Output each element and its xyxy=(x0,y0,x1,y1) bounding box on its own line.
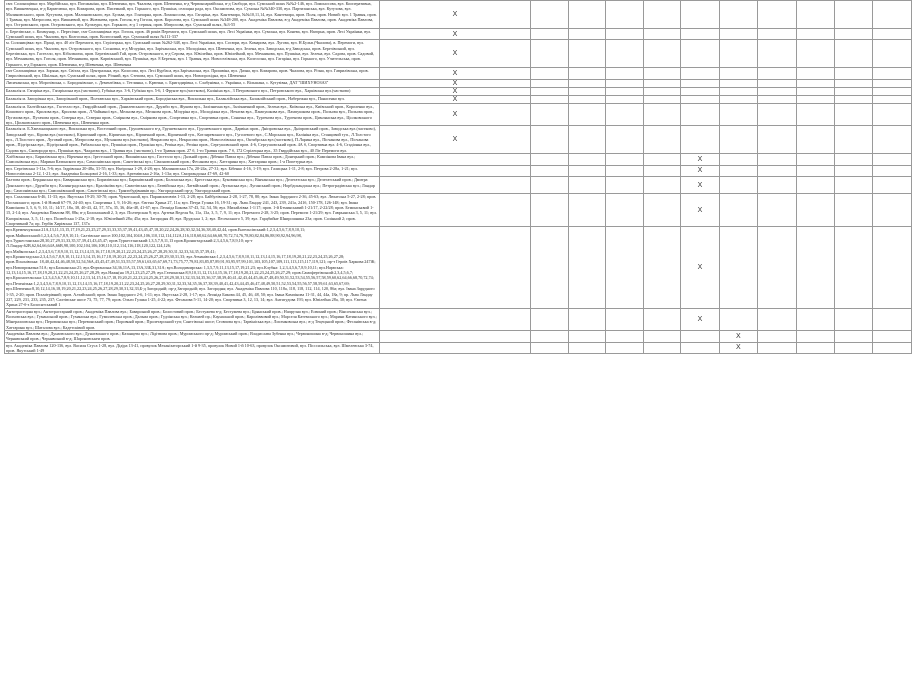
empty-cell xyxy=(796,330,834,342)
empty-cell xyxy=(568,342,605,354)
address-cell: Лисичанська, вул. Морозівська, с. Бородонівське, с. Дементіївка, с. Тетлинка, с. Крючки, с. Бригадирівка, с. Слабунівка, с. Українка, с. Вільшана, с. Кутузівка, ДАТ "ШИХУНОЗАЗ" xyxy=(5,79,380,87)
address-cell: Балтова пров.; Бердянська вул.; Баварьянська вул.; Бирилівська вул.; Баринівський пров.; Болонська вул.; Брестська вул.; Буковинська вул.; Вінчанська вул.; Делегатська вул.; Делегатський пров.; Дмитра Донського вул.; Дружби вул.; Калинградська вул.; Кралікоїва вул.; Самотівська вул.; Латвійська вул.; Латвійський пров.; Луганська вул.; Луганський пров.; Норбдскандська вул.; Петроградівська вул.; Ландар пр.; Самсонівська вул.; Самсонівський пров.; Сантгівські вул.; Трактобудівників пр.; Ужгородський пр-д; Ужгородський пров. xyxy=(5,177,380,194)
empty-cell xyxy=(681,79,719,87)
empty-cell xyxy=(568,95,605,103)
empty-cell xyxy=(643,165,680,177)
empty-cell xyxy=(606,68,643,80)
empty-cell xyxy=(606,103,643,125)
empty-cell xyxy=(873,177,912,194)
table-row xyxy=(5,1,912,29)
empty-cell xyxy=(643,103,680,125)
empty-cell xyxy=(606,153,643,165)
empty-cell xyxy=(758,68,796,80)
empty-cell xyxy=(531,28,568,40)
mark-cell: X xyxy=(379,103,531,125)
empty-cell xyxy=(379,194,531,227)
mark-cell: X xyxy=(719,342,757,354)
schedule-table xyxy=(4,0,912,354)
empty-cell xyxy=(606,95,643,103)
mark-cell: X xyxy=(379,95,531,103)
empty-cell xyxy=(719,165,757,177)
empty-cell xyxy=(568,79,605,87)
empty-cell xyxy=(606,227,643,308)
empty-cell xyxy=(758,126,796,154)
empty-cell xyxy=(873,95,912,103)
empty-cell xyxy=(758,227,796,308)
empty-cell xyxy=(758,330,796,342)
mark-cell: X xyxy=(681,227,719,308)
empty-cell xyxy=(758,79,796,87)
mark-cell: X xyxy=(379,1,531,29)
empty-cell xyxy=(531,87,568,95)
empty-cell xyxy=(568,177,605,194)
empty-cell xyxy=(873,342,912,354)
empty-cell xyxy=(606,342,643,354)
empty-cell xyxy=(568,68,605,80)
empty-cell xyxy=(606,40,643,68)
empty-cell xyxy=(834,308,872,330)
empty-cell xyxy=(681,28,719,40)
empty-cell xyxy=(531,308,568,330)
empty-cell xyxy=(873,87,912,95)
empty-cell xyxy=(643,227,680,308)
address-cell: вул. Сергієвська 1-11а, 5-6; вул. Іздрівська 20-48а, 31-55; вул. Нагірська 1-29, 4-28; вул. Малиновська 17а, 20-24а, 27-31; вул. Бібенко 4-16, 1-19; вул. Галицька 1-11, 2-8; вул. Петрова 2-28а, 1-21; вул. Новоселівська 2-12, 1-21; вул. Академіка Больцової 2-16, 1-33; вул. Артемівська 2-16а, 1-13а; вул. Сморгандська 47-69, 42-60 xyxy=(5,165,380,177)
address-cell: Балаклія м. Запорізька вул., Запорізький пров., Полтавська вул., Харківський пров., Бородінська вул., Вокзальна вул., Балаклійська вул., Балаклійський пров., Набережна вул., Панасенко вул. xyxy=(5,95,380,103)
empty-cell xyxy=(531,95,568,103)
empty-cell xyxy=(568,40,605,68)
empty-cell xyxy=(834,194,872,227)
table-row xyxy=(5,165,912,177)
empty-cell xyxy=(606,79,643,87)
empty-cell xyxy=(834,87,872,95)
empty-cell xyxy=(758,87,796,95)
empty-cell xyxy=(719,227,757,308)
empty-cell xyxy=(873,126,912,154)
mark-cell: X xyxy=(379,87,531,95)
empty-cell xyxy=(719,28,757,40)
empty-cell xyxy=(796,103,834,125)
empty-cell xyxy=(681,87,719,95)
empty-cell xyxy=(796,79,834,87)
empty-cell xyxy=(643,1,680,29)
mark-cell: X xyxy=(681,194,719,227)
empty-cell xyxy=(531,126,568,154)
mark-cell: X xyxy=(681,177,719,194)
empty-cell xyxy=(568,330,605,342)
empty-cell xyxy=(758,308,796,330)
empty-cell xyxy=(834,103,872,125)
empty-cell xyxy=(873,165,912,177)
empty-cell xyxy=(796,40,834,68)
address-cell: смт. Солоницівка: вул. Марбійська, вул. Погожаніна, вул. Шевченка, вул. Чкалова, пров. Шевченка, в-д Червоноармійська, в-д Свободи, вул. Сумський шлях №№2-146, вул. Ломоносова, вул. Кооперативна, вул. Вишневецька, в-д Кармелюка, вул. Комарова, пров. Писемний, вул. Горького, вул. Пушкіна, селищна рада, вул. Оксамитова, вул. Сумська №№340-330, вул. Партизанська, вул. Кутузова, вул. Малиновського, пров. Кутузова, пров. Малиновського, вул. Бульва, вул. Гончарна, пров. Ломоносова, вул. Гагаріна, вул. Кантемира, №№10,11,14, вул. Кантемира, пров. Поля, пров. Новий: вул. 1 Травня, пров. 1 Травня, вул. Матросова, вул. Вишневий, вул. Жовтнева, пров. Гоголя, в-д Гоголя, пров. Королєва, вул. Сумський шлях №348-200, вул. Академіка Павлова, в-д Академіка Павлова, пров. Академіка Павлова, вул. Островського, пров. Островського, вул. Культури, вул. Горького, в-д 1 серпня, пров. Матросова, вул. Сумський шлях, №3-55 xyxy=(5,1,380,29)
empty-cell xyxy=(796,177,834,194)
empty-cell xyxy=(834,330,872,342)
empty-cell xyxy=(873,153,912,165)
empty-cell xyxy=(796,194,834,227)
empty-cell xyxy=(379,330,531,342)
empty-cell xyxy=(873,40,912,68)
empty-cell xyxy=(531,330,568,342)
address-cell: Балаклія м. Б.Хмельницького вул., Вокзальна вул., Восточний пров., Грушевського в-д, Грушевського вул., Грушевського пров., Дарвіна пров., Дніпровська вул., Дніпровський пров., Заводська вул.(частково), Заводський туп., Кірова вул.(частково), Кірпичний пров., Кірпична вул., Кірпичний пров., Кірпичний туп., Котляревського вул., Гуголевого вул., С.Морськая вул., Калініна вул., Станцовий туп., Л.Толстого вул., Л.Толстого пров., Луговий пров., Матросова вул., Муханова вул.(частково), Некрасова вул., Некрасова пров., Новоселівська вул., Октябрська вул.(частково), П.Ларина вул., Пісчанова вул., Пісчанова пров., Підгірська вул., Підгірський пров., Рибальська вул., Пушкіна пров., Пушкіна вул., Репіна вул., Репіна пров., Сергушовський пров. 4-6, Сергушовський пров. 4А б, Спортивна вул. 4-6, Стадіонна вул., Садова вул., Сковороди вул., Пушкіна вул., Чаадаєва вул., 1 Травня вул. (частково), 1-го Травня пров. 27 б, 1-го Травня пров. 7 б, 172 Стрілецька вул., 35 Гвардійська вул., 40 Літ Перемоги вул. xyxy=(5,126,380,154)
empty-cell xyxy=(568,87,605,95)
empty-cell xyxy=(643,68,680,80)
empty-cell xyxy=(834,40,872,68)
empty-cell xyxy=(719,126,757,154)
empty-cell xyxy=(758,103,796,125)
empty-cell xyxy=(834,95,872,103)
empty-cell xyxy=(606,87,643,95)
schedule-table-body xyxy=(5,1,912,354)
empty-cell xyxy=(643,40,680,68)
table-row xyxy=(5,40,912,68)
empty-cell xyxy=(643,126,680,154)
table-row xyxy=(5,103,912,125)
empty-cell xyxy=(531,177,568,194)
empty-cell xyxy=(873,194,912,227)
empty-cell xyxy=(796,1,834,29)
empty-cell xyxy=(643,95,680,103)
empty-cell xyxy=(681,103,719,125)
address-cell: Балаклія м. Балтійська вул., Гастелло вул., Гвардійський пров., Данилевського вул., Дружби вул., Жукова вул., Залізнична вул., Залізничний пров., Зелена вул., Київська вул., Київський пров., Короленко вул., Кошового пров., Крилова вул., Крилова пров., Л.Чайкиної вул., Мелнова вул., Мелнова пров., Мічуріна вул., Молодіжна вул., Нечаєва вул., Пампушкова вул., Пампушкова пров., Польова вул., Польова пров., Пугачова вул., Пугачова пров., Сєверна вул., Сєверна пров., Смірнова вул., Смірнова пров., Спортивна вул., Спортивна пров., Сонячна вул., Тургенєва вул., Тургенєва пров., Цимлянська вул., Ціолковського вул., Ціолковського пров., Шевченка вул., Шевченка пров. xyxy=(5,103,380,125)
table-row xyxy=(5,79,912,87)
empty-cell xyxy=(834,1,872,29)
table-row xyxy=(5,342,912,354)
empty-cell xyxy=(873,103,912,125)
empty-cell xyxy=(834,126,872,154)
address-cell: с. Березівське, с. Коммунар, с. Пересічне, смт Солоницівка: вул. Гоголя, пров. 46 років Перемоги, вул. Сумський шлях, вул. Лесі Українки, вул. Сумська, вул. Конева, вул. Нагорна, пров. Лесі Українки, вул. Сумський шлях, вул. Чкалова, вул. Колгоспна, пров. Колгоспний, вул. Сумський шлях №111-337 xyxy=(5,28,380,40)
table-row xyxy=(5,126,912,154)
empty-cell xyxy=(643,28,680,40)
empty-cell xyxy=(643,153,680,165)
table-row xyxy=(5,68,912,80)
empty-cell xyxy=(531,153,568,165)
empty-cell xyxy=(796,308,834,330)
empty-cell xyxy=(568,308,605,330)
mark-cell: X xyxy=(379,28,531,40)
empty-cell xyxy=(379,342,531,354)
empty-cell xyxy=(681,330,719,342)
mark-cell: X xyxy=(681,308,719,330)
address-cell: Хлібівська вул.; Бирилівська вул.; Вірченка вул.; Ірестський пров.; Вишнівська вул.; Гастелло вул.; Дальній пров.; Дібенко Павла вул.; Дібенко Павла пров.; Донецький пров.; Кампінова Івана вул.; Самсонівська вул.; Марини Кaтинского вул.; Самсонівська пров.; Сантгівські вул.; Сімоновський пров.; Фесанова вул.; Хаттарина вул.; Хаттарина пров.; 1-а Попетурна вул. xyxy=(5,153,380,165)
empty-cell xyxy=(719,68,757,80)
mark-cell: X xyxy=(681,153,719,165)
empty-cell xyxy=(834,153,872,165)
empty-cell xyxy=(531,342,568,354)
mark-cell: X xyxy=(681,165,719,177)
empty-cell xyxy=(758,28,796,40)
mark-cell: X xyxy=(719,330,757,342)
empty-cell xyxy=(531,227,568,308)
empty-cell xyxy=(606,1,643,29)
address-cell: м. Солоницівка: вул. Праці, вул. 40 літ Перемоги, вул. Стрілецька, вул. Сумський шлях №262-348, вул. Лесі Українки, вул. Сосюри, вул. Комарова, вул. Лугова, вул. Н.Бульв.(Чкалова), в. Перемоги, вул. Сумський шлях, вул. Чкалова, вул. Островського, вул. Сосновка, в-д Мічуріна, вул. Зарічанська, вул. Молодіжна, вул. Шевченка, вул. Зелена, вул. Заводська, в-д Заводська, пров. Березівський, вул. Березівська, вул. Гастелло, вул. Кібальчича, пров. Березівський Гай, пров. Островського, в-д Серова, вул. Ювілейна, пров. Ювілейний, вул. Мечникова, вул. Пушкіна, вул. Зелена, вул. Садова, пров. Садовий, вул. Мечникова, вул. Гоголя, пров. Мечникова, пров. Карпівський, вул. Пушкіна, вул. 8 Березня, вул. 1 Травня, вул. Новоселівська, вул. Колгоспна, вул. Гагаріна, вул. Горького, вул. Учительська, пров. Горького, в-д Горького, пров. Шевченка, в-д Шевченка, вул. Шевченка xyxy=(5,40,380,68)
empty-cell xyxy=(643,177,680,194)
empty-cell xyxy=(379,227,531,308)
empty-cell xyxy=(606,126,643,154)
empty-cell xyxy=(719,79,757,87)
table-row xyxy=(5,87,912,95)
empty-cell xyxy=(834,28,872,40)
empty-cell xyxy=(568,165,605,177)
empty-cell xyxy=(719,95,757,103)
empty-cell xyxy=(758,95,796,103)
empty-cell xyxy=(758,165,796,177)
empty-cell xyxy=(568,1,605,29)
empty-cell xyxy=(796,342,834,354)
empty-cell xyxy=(531,79,568,87)
address-cell: Академіка Павлова вул.; Дунаєвського вул.; Дунаєвського пров.; Казанцева вул.; Лідітвова пров.; Муромського пр-д; Муромський пров.; Владислава Зубенка вул.; Червоношина в-д; Червоношина вул.; Чернявський пров.; Чернявський в-д; Шароновськеи пров. xyxy=(5,330,380,342)
table-row xyxy=(5,153,912,165)
mark-cell: X xyxy=(379,68,531,80)
empty-cell xyxy=(719,194,757,227)
empty-cell xyxy=(643,342,680,354)
table-row xyxy=(5,194,912,227)
empty-cell xyxy=(873,28,912,40)
empty-cell xyxy=(719,177,757,194)
address-cell: Антотрасторна вул.; Антотрастарний пров.; Академіка Павлова вул.; Баварський пров.; Болостовий пров.; Бестужева в-д; Бестужева вул.; Брянський пров.; Напрузна вул.; Есвиний пров.; Вінсочанська вул.; Волховська вул.; Гуманський пров.; Гуманська вул.; Гумилевська пров.; Дальма пров.; Гудзінська вул.; Кельвей пр.; Каунаський пров.; Кароліввовий вул.; Марселя Катемського вул.; Марини Катинського вул.; Мінералоовська вул.; Перовонська вул.; Перевонський пров.; Поровняй пров.; Пролетарський туп; Сантгівські шосе; Стовпова вул.; Тарвініська вул.; Лисенковська вул.; в-д Тецецький пров.; Фесанівська в-д; Хаттарина вул.; Шаталова вул.; Кадетсківий пров. xyxy=(5,308,380,330)
empty-cell xyxy=(681,68,719,80)
empty-cell xyxy=(606,28,643,40)
empty-cell xyxy=(681,95,719,103)
empty-cell xyxy=(719,153,757,165)
empty-cell xyxy=(796,227,834,308)
address-cell: вул.Кременчукська:21А,13,11,13,15,17,19,21,23,25,27,29,31,33,35,37,39,41,43,45,47,18,20,22,24,26,28,30,32,34,36,38,40,42,44, пров.Енгельсівський:1,2,3,4,5,6,7,8,9,10,11; пров.Майкопський:1,2,3,4,5,6,7,8,9,10,11; Салтівське шосе:100,102,104,104А,106,110,112,114,112А,116,118,60,62,64,66,68,70,72,74,76,78,80,82,84,86,88,90,92,94,96,98, вул.Туркестанська:28,30,27,29,31,33,35,37,39,41,43,45,47; пров.Туркестанський:1,3,5,7,9,11,13 пров.Кронштадський:2,3,4,5,6,7,8,9,10; пр-т Л.Ландау:62В,62,64,66,64А,66В,98,100,102,104,106,108,110,112,114,116,118,120,122,124,126; вул.Майкопська:1,2,3,4,5,6,7,8,9,10,11,12,13,14,15,16,17,18,19,20,21,22,23,24,25,26,27,28,29,30,31,32,33,34,35,37,39,41; вул.Кронштадська:2,3,4,5,6,7,8,9,10,11,12,13,14,15,16,17,18,19,20,21,22,23,24,25,26,27,28,29,30,31,33; вул.Атманівська:1,2,3,4,5,6,7,8,9,10,11,12,13,14,15,16,17,18,19,20,21,22,23,24,25,26,27,28; пров.Псьонівська: 18,40,42,44,46,48,50,52,54,56А,43,45,47,49,51,53,55,57,59,61,63,65,67,69,71,73,75,77,79,81,83,85,87,89,91,93,95,97,99,101,103,105,107,109,111,113,115,117,119,121; пр-т Героїв Харкова:247Ж; вул.Новоприкатна:51А; вул.Балканська:21; вул.Фортанська:34,36,11А,13,13А,33Б,31,31А; вул.Володимирська: 1,3,5,7,9,11,13,15,17,19,21,23; вул.Клубна: 1,2,3,4,5,6,7,8,9,10,11; вул.Нарвська: 12,13,14,15,16,17,18,19,20,21,22,23,24,25,26,27,28,29; вул.Нажн(на 19,21,23,25,27,29; вул.Гатчинська:8,9,10,11,12,13,14,15,16,17,18,19,20,21,22,23,24,25,26,27,29; пров.Самофертівський:2,3,4,5,6,7; вул.Красногельська:1,2,3,4,5,6,7,8,9,10,11,12,13,14,15,16,17,18,19,20,21,22,23,24,25,26,27,28,29,30,31,32,33,34,35,36,37,38,39,40,41,42,43,44,45,46,47,48,49,50,51,52,53,54,55,56,57,58,59,60,62,64,66,68,70,72,74; вул.Печенізька:1,2,3,4,5,6,7,8,9,10,11,12,13,14,15,16,17,18,19,20,21,22,23,24,25,26,27,28,29,30,31,32,33,34,35,36,37,38,39,40,41,42,43,44,45,46,47,48,49,50,51,52,53,54,55,56,57,58,59,61,63,65,67,69; вул.Шевченка:8,10,12,14,16,18,19,20,21,22,23,24,25,26,27,28,29,30,31,32,33,Б-д Загородній; пр-д Загородній; вул. Загородня; вул. Академіка Павлова 110, 118а, 118, 118, 112, 114, 120, 86а; вул. Івана Зарудного 1-35, 2-20; пров. Псьмітрівний; пров. Алтайський; пров. Івана Зарудного 2-6, 1-11; вул. Якутська 2-28, 1-17; вул. Леоніда Бикова 44, 45, 46, 48, 50; вул. Івана Кампінова 11-31, 44, 44а, 18а, 9; пр. Льва Ландау 227, 229, 231, 233, 235, 237; Салтівське шосе 73, 75, 77, 79; пров. Ольги Гуляка 1-25, 4-22; вул. Фесанова 5-11, 14-20; вул. Спортивна 3, 12, 13, 14; вул. Антигудова 193; вул. Ювілейна 28а, 30; вул. Євгена Хрина 27-б-з Болоснтськвий 1 xyxy=(5,227,380,308)
empty-cell xyxy=(568,28,605,40)
empty-cell xyxy=(606,177,643,194)
table-row xyxy=(5,95,912,103)
empty-cell xyxy=(568,194,605,227)
empty-cell xyxy=(606,308,643,330)
empty-cell xyxy=(834,177,872,194)
empty-cell xyxy=(643,194,680,227)
empty-cell xyxy=(531,68,568,80)
empty-cell xyxy=(568,126,605,154)
table-row xyxy=(5,177,912,194)
empty-cell xyxy=(719,308,757,330)
empty-cell xyxy=(681,342,719,354)
empty-cell xyxy=(834,342,872,354)
empty-cell xyxy=(568,103,605,125)
empty-cell xyxy=(796,68,834,80)
empty-cell xyxy=(719,1,757,29)
empty-cell xyxy=(873,79,912,87)
empty-cell xyxy=(531,1,568,29)
empty-cell xyxy=(719,87,757,95)
empty-cell xyxy=(531,103,568,125)
empty-cell xyxy=(606,330,643,342)
empty-cell xyxy=(834,68,872,80)
address-cell: вул. Сахалинська 6-46, 11-33; вул. Якутська 19-29, 30-70; пров. Чукотський, вул. Парамонтовтів 1-13, 2-28; вул. Байбулівська 2-28, 1-27, 78, 80; вул. Івана Зарудного 2-36, 45-63; вул. Люнеська 5-27, 2-28; пров. Посмаського; пров. 1-й Новий 67-79, 24-40; вул. Спортивна 1, 9, 16-26; вул. Євгена Хрина 27, 11а; вул. Петра Гуляка 16, 19-31; пр. Льва Ландау 241, 243, 239, 241а, 241б, 150-178, 126-148; вул. Івана Кампінова 3, 5, 6, 9, 10, 11; 14/17, 18а, 38, 40-43, 42, 57, 57а, 35, 36, 46а-48, 41-67; вул. Леоніда Бикова 37-43, 52, 54, 56; вул. Михайлівка 1-1/17; пров. 1-й Бтминськвий 1-21/17, 2-22/28; пров. Бтминськвий 1-15, 2-14; вул. Академіка Павлова 88, 88к; в-д Болонськвий 2, 3; вул. Полтерская 9; вул. Артема Веделя 9а, 11а, 13а, 3, 5, 7, 9, 11; вул. Перемоги 2-28, 3-25; пров. Перемоги 1-21/29; вул. Гаврьянська 3, 5, 11; вул. Кагорківська, 3, 5, 11; вул. Полюбська 1-25а, 2-18; вул. Ювілейний 28а; 45а; вул. Загородня 49, вул. Прудська 1, 2; вул. Песенського 5, 39; вул. Гарцбийне Шнирошника 23а; пров. Солінний 2; пров. Спортивний 7а; пр. Гербів Хирівська 137, 137а xyxy=(6,194,378,227)
empty-cell xyxy=(681,126,719,154)
empty-cell xyxy=(873,68,912,80)
empty-cell xyxy=(796,165,834,177)
empty-cell xyxy=(643,87,680,95)
empty-cell xyxy=(873,330,912,342)
table-row xyxy=(5,227,912,308)
empty-cell xyxy=(758,153,796,165)
table-row xyxy=(5,330,912,342)
empty-cell xyxy=(379,308,531,330)
mark-cell: X xyxy=(379,79,531,87)
empty-cell xyxy=(643,308,680,330)
empty-cell xyxy=(796,87,834,95)
mark-cell: X xyxy=(379,126,531,154)
empty-cell xyxy=(796,28,834,40)
empty-cell xyxy=(873,308,912,330)
empty-cell xyxy=(796,95,834,103)
empty-cell xyxy=(758,40,796,68)
empty-cell xyxy=(758,1,796,29)
empty-cell xyxy=(873,227,912,308)
empty-cell xyxy=(379,153,531,165)
empty-cell xyxy=(873,1,912,29)
address-cell: Балаклія м. Гагаріна вул., Гагарінська вул.(частково), Губкіна вул. 3-6, Губкіна вул. 5-6, 1 Фрунзе вул.(частково), Калініна вул., 3 Петровського вул., Петровського вул., Харківська вул.(частково) xyxy=(5,87,380,95)
address-cell: вул. Академіка Павлова 120-136, вул. Василя Стуса 1-28, вул. Дідіра 13-41, провулок Механізаторський 1-й 9-35, провулок Новий 1-й 10-63, провулок Оксамитовий, вул. Пісссильська, вул. Шмелевська 3-74, пров. Якутський 1-49 xyxy=(5,342,380,354)
empty-cell xyxy=(681,40,719,68)
empty-cell xyxy=(834,79,872,87)
table-row xyxy=(5,28,912,40)
empty-cell xyxy=(719,103,757,125)
empty-cell xyxy=(834,165,872,177)
empty-cell xyxy=(834,227,872,308)
table-row xyxy=(5,308,912,330)
empty-cell xyxy=(606,165,643,177)
empty-cell xyxy=(531,40,568,68)
empty-cell xyxy=(796,153,834,165)
empty-cell xyxy=(606,194,643,227)
empty-cell xyxy=(719,40,757,68)
empty-cell xyxy=(568,227,605,308)
empty-cell xyxy=(758,342,796,354)
empty-cell xyxy=(531,165,568,177)
mark-cell: X xyxy=(379,40,531,68)
empty-cell xyxy=(796,126,834,154)
empty-cell xyxy=(379,165,531,177)
empty-cell xyxy=(379,177,531,194)
empty-cell xyxy=(643,330,680,342)
empty-cell xyxy=(758,177,796,194)
empty-cell xyxy=(758,194,796,227)
empty-cell xyxy=(531,194,568,227)
empty-cell xyxy=(681,1,719,29)
empty-cell xyxy=(568,153,605,165)
empty-cell xyxy=(643,79,680,87)
address-cell: смт Солоницівка: вул. Зорянa, вул. Світла, вул. Центральна, вул. Колосова, вул. Лесі Курбаса, вул.Зарічанська, вул. Пришвіна, вул. Дачна, вул. Комарова, пров. Чкалова, вул. Річна, вул. Гаврилівська, пров. Гаврилівський, вул. Шкільна, вул. Сумський шлях, пров. Річний, вул. Степова, вул. Сумський шлях, вул. Новопрохідна, вул. Шевченка xyxy=(5,68,380,80)
